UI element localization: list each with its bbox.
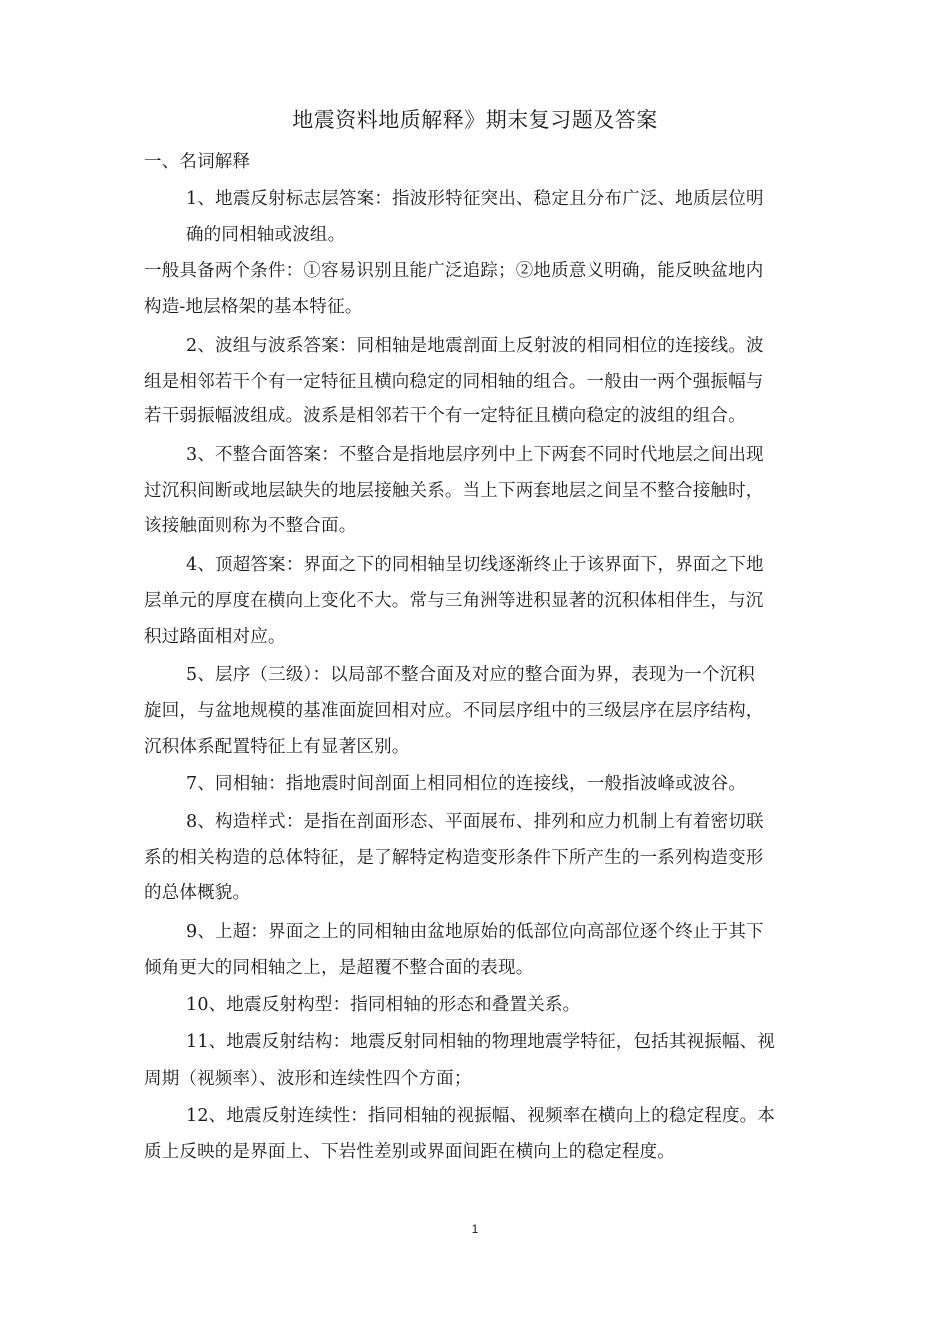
paragraph-line: 的总体概貌。 [144,883,251,903]
paragraph-line: 4、顶超答案：界面之下的同相轴呈切线逐渐终止于该界面下，界面之下地 [186,555,764,575]
page-number: 1 [471,1222,479,1236]
paragraph-line: 系的相关构造的总体特征，是了解特定构造变形条件下所产生的一系列构造变形 [144,848,764,868]
paragraph-line: 组是相邻若干个有一定特征且横向稳定的同相轴的组合。一般由一两个强振幅与 [144,372,764,392]
paragraph-line: 5、层序（三级）：以局部不整合面及对应的整合面为界，表现为一个沉积 [186,665,755,685]
paragraph-line: 旋回，与盆地规模的基准面旋回相对应。不同层序组中的三级层序在层序结构， [144,701,764,721]
paragraph-line: 2、波组与波系答案：同相轴是地震剖面上反射波的相同相位的连接线。波 [186,336,764,356]
paragraph-line: 质上反映的是界面上、下岩性差别或界面间距在横向上的稳定程度。 [144,1142,675,1162]
paragraph-line: 9、上超：界面之上的同相轴由盆地原始的低部位向高部位逐个终止于其下 [186,922,764,942]
paragraph-line: 若干弱振幅波组成。波系是相邻若干个有一定特征且横向稳定的波组的组合。 [144,406,746,426]
paragraph-line: 8、构造样式：是指在剖面形态、平面展布、排列和应力机制上有着密切联 [186,812,764,832]
paragraph-line: 沉积体系配置特征上有显著区别。 [144,737,410,757]
paragraph-line: 一般具备两个条件：①容易识别且能广泛追踪；②地质意义明确，能反映盆地内 [144,261,764,281]
paragraph-line: 周期（视频率）、波形和连续性四个方面； [144,1069,472,1089]
paragraph-line: 过沉积间断或地层缺失的地层接触关系。当上下两套地层之间呈不整合接触时， [144,481,764,501]
paragraph-line: 12、地震反射连续性：指同相轴的视振幅、视频率在横向上的稳定程度。本 [186,1106,776,1126]
paragraph-line: 10、地震反射构型：指同相轴的形态和叠置关系。 [186,995,581,1015]
paragraph-line: 构造-地层格架的基本特征。 [144,297,363,317]
section-heading: 一、名词解释 [144,152,251,172]
document-title: 地震资料地质解释》期末复习题及答案 [292,108,658,132]
paragraph-line: 1、地震反射标志层答案：指波形特征突出、稳定且分布广泛、地质层位明 [186,189,764,209]
paragraph-line: 倾角更大的同相轴之上，是超覆不整合面的表现。 [144,958,534,978]
paragraph-line: 积过路面相对应。 [144,627,286,647]
paragraph-line: 确的同相轴或波组。 [186,225,346,245]
paragraph-line: 该接触面则称为不整合面。 [144,516,357,536]
paragraph-line: 11、地震反射结构：地震反射同相轴的物理地震学特征，包括其视振幅、视 [186,1032,776,1052]
paragraph-line: 层单元的厚度在横向上变化不大。常与三角洲等进积显著的沉积体相伴生，与沉 [144,591,764,611]
paragraph-line: 3、不整合面答案：不整合是指地层序列中上下两套不同时代地层之间出现 [186,445,764,465]
paragraph-line: 7、同相轴：指地震时间剖面上相同相位的连接线，一般指波峰或波谷。 [186,774,747,794]
